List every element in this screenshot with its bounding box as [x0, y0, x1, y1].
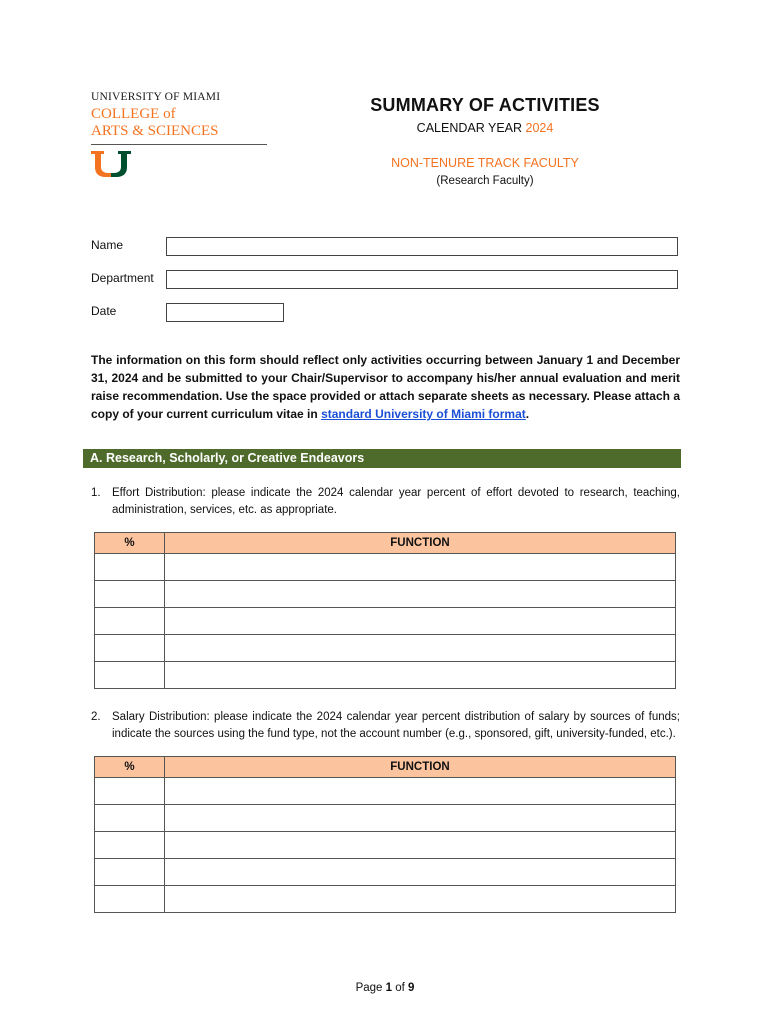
- function-column-header: FUNCTION: [165, 757, 676, 778]
- calendar-year-value: 2024: [525, 121, 554, 135]
- percent-cell[interactable]: [95, 805, 165, 832]
- page-label: Page: [355, 982, 386, 994]
- calendar-year-label: CALENDAR YEAR: [416, 121, 526, 135]
- name-label: Name: [91, 238, 124, 252]
- table-row: [95, 635, 676, 662]
- function-cell[interactable]: [165, 608, 676, 635]
- faculty-subtype: (Research Faculty): [436, 175, 534, 187]
- department-label: Department: [91, 271, 154, 285]
- item-effort-distribution: [91, 485, 680, 519]
- function-cell[interactable]: [165, 859, 676, 886]
- percent-cell[interactable]: [95, 608, 165, 635]
- date-label: Date: [91, 304, 117, 318]
- item-text: Salary Distribution: please indicate the 2024 calendar year percent distribution of salary by sources of funds; indicate the sources using the fund type, not the account number (e.g., sponsored, gift, university-funded, etc.).: [112, 711, 680, 740]
- table-row: [95, 608, 676, 635]
- function-cell[interactable]: [165, 832, 676, 859]
- calendar-year-line: [230, 121, 740, 135]
- college-line-1: COLLEGE of: [91, 106, 176, 122]
- function-cell[interactable]: [165, 635, 676, 662]
- function-cell[interactable]: [165, 662, 676, 689]
- percent-cell[interactable]: [95, 635, 165, 662]
- function-cell[interactable]: [165, 805, 676, 832]
- form-title: SUMMARY OF ACTIVITIES: [370, 95, 600, 115]
- percent-column-header: %: [95, 533, 165, 554]
- page-current: 1: [385, 982, 393, 994]
- function-cell[interactable]: [165, 886, 676, 913]
- name-field[interactable]: [166, 237, 678, 256]
- function-column-header: FUNCTION: [165, 533, 676, 554]
- table-row: [95, 832, 676, 859]
- logo-divider: [91, 144, 267, 145]
- table-row: [95, 554, 676, 581]
- item-text: Effort Distribution: please indicate the 2024 calendar year percent of effort devoted to research, teaching, administration, services, etc. as appropriate.: [112, 487, 680, 516]
- section-a-header: A. Research, Scholarly, or Creative Endeavors: [83, 449, 681, 468]
- table-row: [95, 581, 676, 608]
- percent-cell[interactable]: [95, 778, 165, 805]
- table-row: [95, 805, 676, 832]
- percent-cell[interactable]: [95, 832, 165, 859]
- page-of: of: [392, 982, 409, 994]
- percent-column-header: %: [95, 757, 165, 778]
- effort-table: [94, 532, 676, 689]
- table-header-row: [95, 757, 676, 778]
- college-name: [91, 106, 218, 140]
- item-number: 1.: [91, 487, 101, 499]
- college-line-2: ARTS & SCIENCES: [91, 123, 219, 139]
- table-row: [95, 662, 676, 689]
- table-row: [95, 886, 676, 913]
- department-field[interactable]: [166, 270, 678, 289]
- percent-cell[interactable]: [95, 554, 165, 581]
- table-row: [95, 778, 676, 805]
- standard-format-link[interactable]: standard University of Miami format: [321, 407, 526, 421]
- table-row: [95, 859, 676, 886]
- instructions-tail: .: [525, 407, 530, 421]
- faculty-type: NON-TENURE TRACK FACULTY: [391, 156, 579, 170]
- instructions-text: The information on this form should reflect only activities occurring between January 1 and December 31, 2024 and be submitted to your Chair/Supervisor to accompany his/her annual evaluation and merit raise recommendation. Use the space provided or attach separate sheets as necessary. Please attach a copy of your current curriculum vitae in: [91, 353, 680, 421]
- percent-cell[interactable]: [95, 662, 165, 689]
- u-logo-icon: [91, 151, 131, 177]
- salary-table: [94, 756, 676, 913]
- percent-cell[interactable]: [95, 581, 165, 608]
- university-name: UNIVERSITY OF MIAMI: [91, 91, 221, 103]
- function-cell[interactable]: [165, 554, 676, 581]
- page-total: 9: [408, 982, 415, 994]
- item-salary-distribution: [91, 709, 680, 743]
- table-header-row: [95, 533, 676, 554]
- function-cell[interactable]: [165, 581, 676, 608]
- function-cell[interactable]: [165, 778, 676, 805]
- page-number: [0, 982, 770, 994]
- instructions-paragraph: [91, 351, 680, 423]
- percent-cell[interactable]: [95, 859, 165, 886]
- item-number: 2.: [91, 711, 101, 723]
- percent-cell[interactable]: [95, 886, 165, 913]
- date-field[interactable]: [166, 303, 284, 322]
